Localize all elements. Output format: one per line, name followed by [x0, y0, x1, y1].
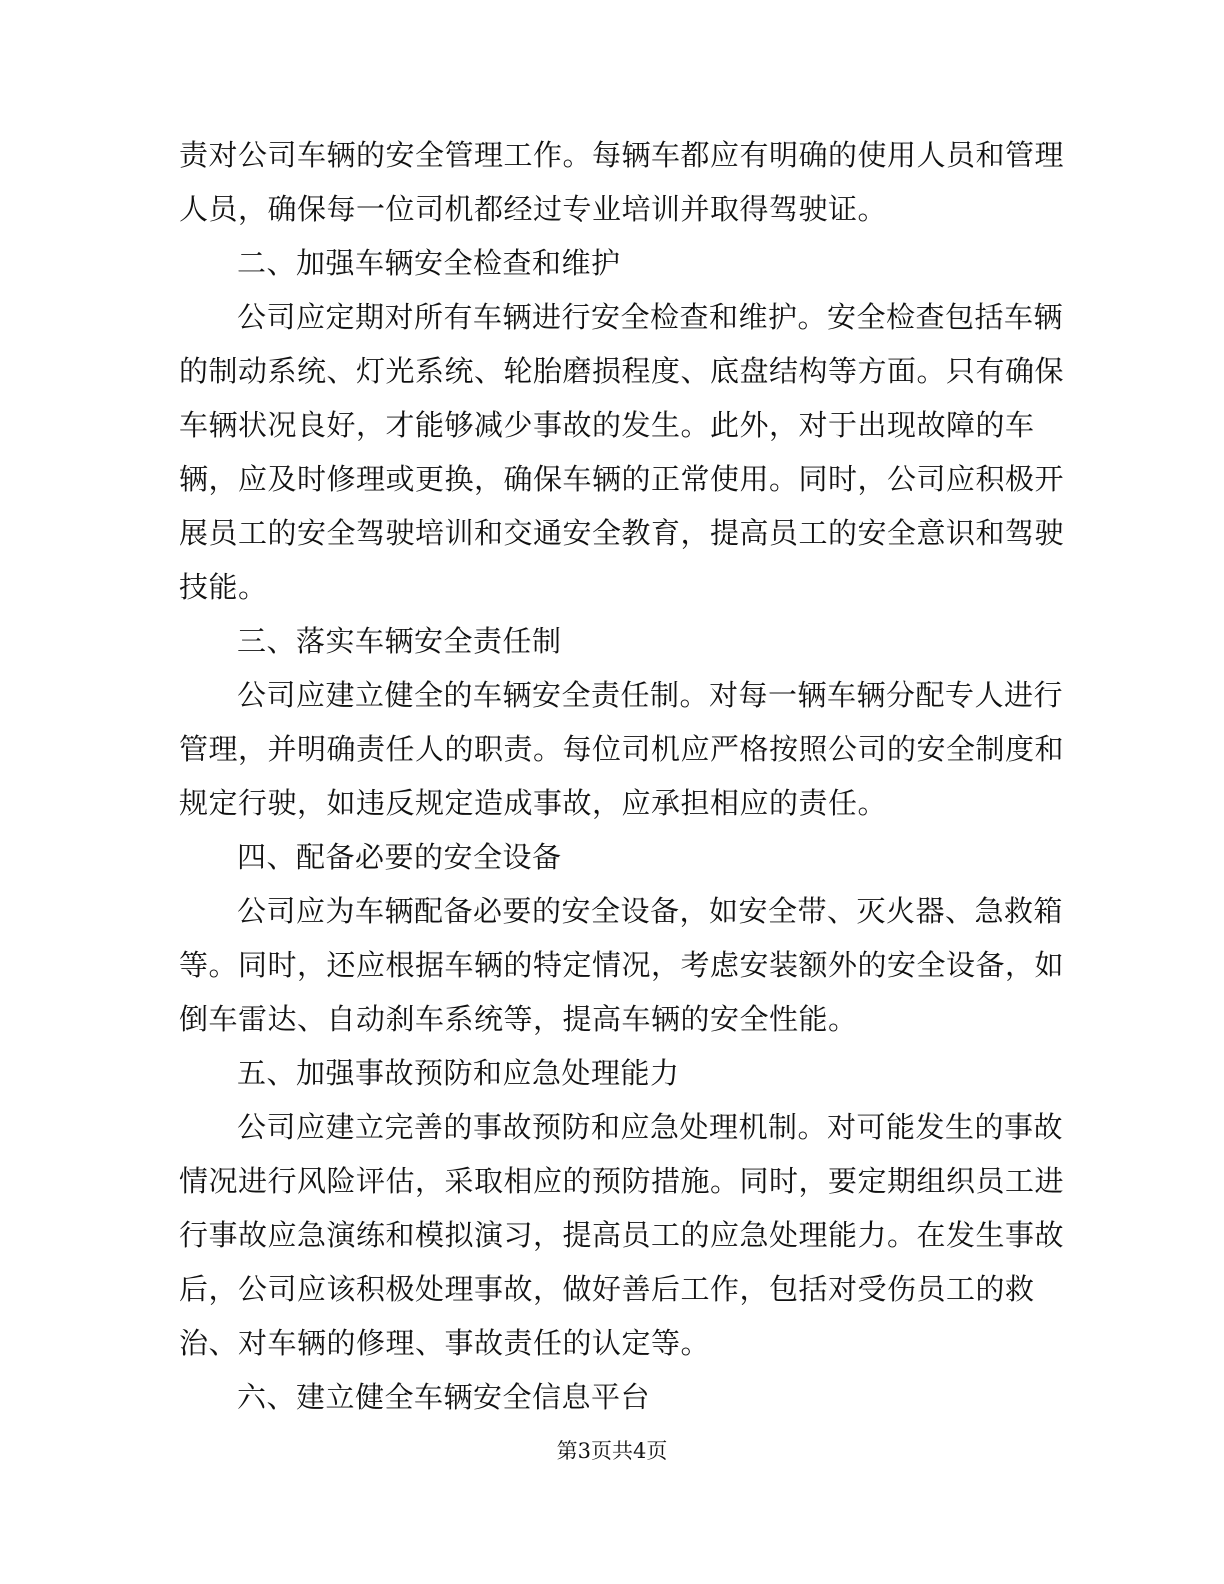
paragraph-line: 车辆状况良好，才能够减少事故的发生。此外，对于出现故障的车 [179, 408, 1035, 442]
paragraph-line: 等。同时，还应根据车辆的特定情况，考虑安装额外的安全设备，如 [179, 948, 1065, 982]
paragraph-line: 后，公司应该积极处理事故，做好善后工作，包括对受伤员工的救 [179, 1272, 1035, 1306]
document-body [179, 128, 1065, 1424]
paragraph-line: 公司应建立健全的车辆安全责任制。对每一辆车辆分配专人进行 [237, 678, 1064, 712]
paragraph-line: 公司应定期对所有车辆进行安全检查和维护。安全检查包括车辆 [237, 300, 1064, 334]
paragraph-line: 展员工的安全驾驶培训和交通安全教育，提高员工的安全意识和驾驶 [179, 516, 1065, 550]
section-heading: 四、配备必要的安全设备 [237, 840, 562, 874]
paragraph-line: 倒车雷达、自动刹车系统等，提高车辆的安全性能。 [179, 1002, 858, 1036]
section-heading: 二、加强车辆安全检查和维护 [237, 246, 621, 280]
paragraph-line: 治、对车辆的修理、事故责任的认定等。 [179, 1326, 711, 1360]
paragraph-line: 辆，应及时修理或更换，确保车辆的正常使用。同时，公司应积极开 [179, 462, 1065, 496]
paragraph-line: 行事故应急演练和模拟演习，提高员工的应急处理能力。在发生事故 [179, 1218, 1065, 1252]
section-heading: 三、落实车辆安全责任制 [237, 624, 562, 658]
paragraph-line: 技能。 [179, 570, 268, 604]
paragraph-line: 的制动系统、灯光系统、轮胎磨损程度、底盘结构等方面。只有确保 [179, 354, 1065, 388]
paragraph-line: 人员，确保每一位司机都经过专业培训并取得驾驶证。 [179, 192, 888, 226]
page-number-footer: 第3页共4页 [556, 1439, 668, 1463]
section-heading: 六、建立健全车辆安全信息平台 [237, 1380, 651, 1414]
section-heading: 五、加强事故预防和应急处理能力 [237, 1056, 680, 1090]
paragraph-line: 规定行驶，如违反规定造成事故，应承担相应的责任。 [179, 786, 888, 820]
paragraph-line: 情况进行风险评估，采取相应的预防措施。同时，要定期组织员工进 [179, 1164, 1065, 1198]
paragraph-line: 责对公司车辆的安全管理工作。每辆车都应有明确的使用人员和管理 [179, 138, 1065, 172]
paragraph-line: 管理，并明确责任人的职责。每位司机应严格按照公司的安全制度和 [179, 732, 1065, 766]
paragraph-line: 公司应建立完善的事故预防和应急处理机制。对可能发生的事故 [237, 1110, 1064, 1144]
paragraph-line: 公司应为车辆配备必要的安全设备，如安全带、灭火器、急救箱 [237, 894, 1064, 928]
